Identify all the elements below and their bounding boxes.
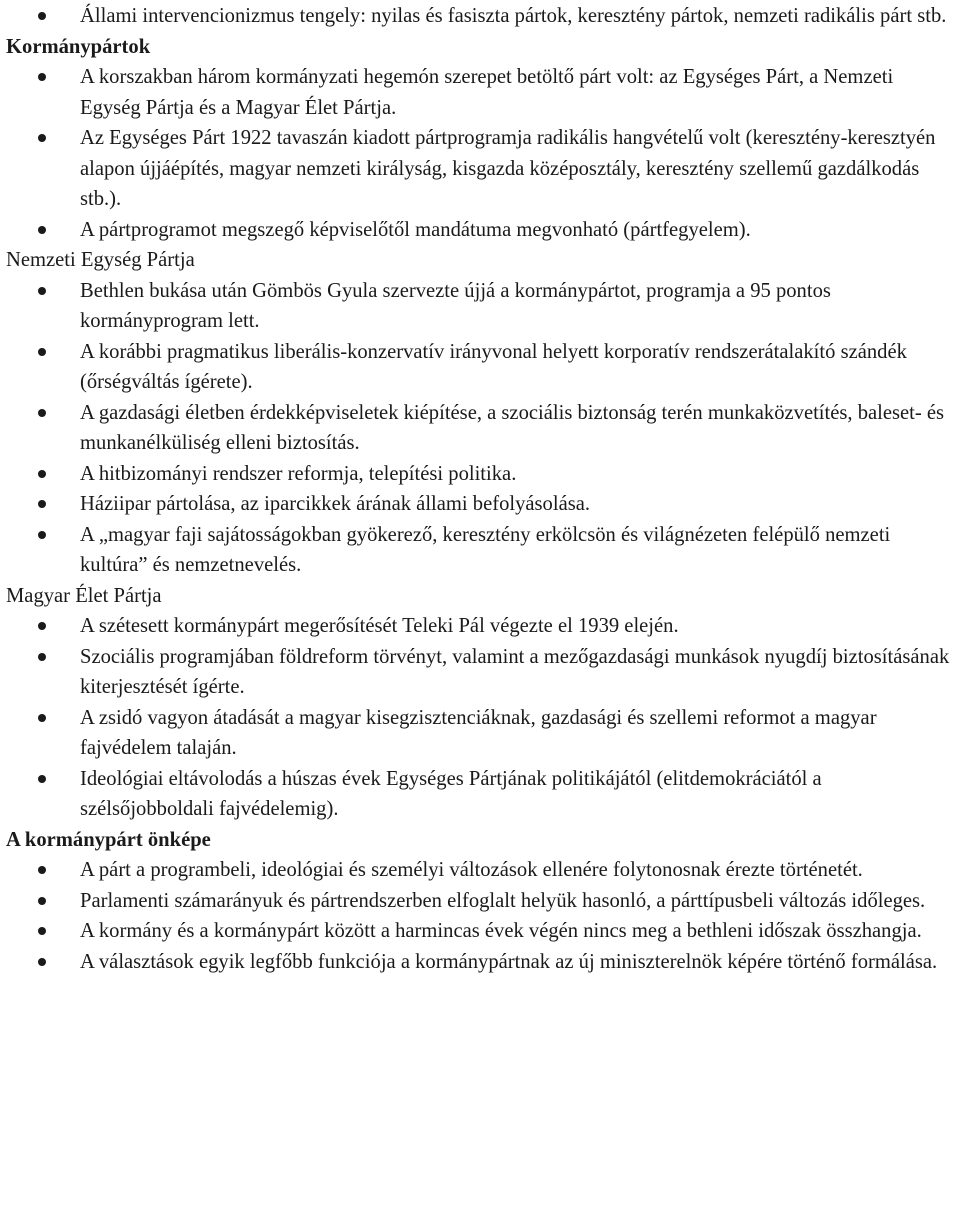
list-item: A választások egyik legfőbb funkciója a kormánypártnak az új miniszterelnök képére történő formálása.: [6, 947, 954, 978]
onkepe-list: [6, 855, 954, 977]
list-item: Az Egységes Párt 1922 tavaszán kiadott pártprogramja radikális hangvételű volt (keresztény-keresztyén alapon újjáépítés, magyar nemzeti királyság, kisgazda középosztály, keresztény szellemű gazdálkodás stb.).: [6, 123, 954, 215]
list-item: A hitbizományi rendszer reformja, telepítési politika.: [6, 459, 954, 490]
list-item: Parlamenti számarányuk és pártrendszerben elfoglalt helyük hasonló, a párttípusbeli változás időleges.: [6, 886, 954, 917]
list-item: A pártprogramot megszegő képviselőtől mandátuma megvonható (pártfegyelem).: [6, 215, 954, 246]
list-item: A kormány és a kormánypárt között a harmincas évek végén nincs meg a bethleni időszak összhangja.: [6, 916, 954, 947]
nemzeti-egyseg-list: [6, 276, 954, 581]
list-item: Háziipar pártolása, az iparcikkek árának állami befolyásolása.: [6, 489, 954, 520]
list-item: A „magyar faji sajátosságokban gyökerező, keresztény erkölcsön és világnézeten felépülő nemzeti kultúra” és nemzetnevelés.: [6, 520, 954, 581]
section-heading-magyar-elet-partja: Magyar Élet Pártja: [6, 584, 162, 607]
list-item: Bethlen bukása után Gömbös Gyula szervezte újjá a kormánypártot, programja a 95 pontos kormányprogram lett.: [6, 276, 954, 337]
list-item: Állami intervencionizmus tengely: nyilas és fasiszta pártok, keresztény pártok, nemzeti radikális párt stb.: [6, 1, 954, 32]
list-item: A gazdasági életben érdekképviseletek kiépítése, a szociális biztonság terén munkaközvetítés, baleset- és munkanélküliség elleni biztosítás.: [6, 398, 954, 459]
list-item: A korszakban három kormányzati hegemón szerepet betöltő párt volt: az Egységes Párt, a Nemzeti Egység Pártja és a Magyar Élet Pártja.: [6, 62, 954, 123]
list-item: A korábbi pragmatikus liberális-konzervatív irányvonal helyett korporatív rendszerátalakító szándék (őrségváltás ígérete).: [6, 337, 954, 398]
list-item: A szétesett kormánypárt megerősítését Teleki Pál végezte el 1939 elején.: [6, 611, 954, 642]
kormanypartok-list: [6, 62, 954, 245]
list-item: A párt a programbeli, ideológiai és személyi változások ellenére folytonosnak érezte történetét.: [6, 855, 954, 886]
intro-list: [6, 1, 954, 32]
magyar-elet-list: [6, 611, 954, 825]
section-heading-nemzeti-egyseg-partja: Nemzeti Egység Pártja: [6, 249, 195, 271]
list-item: Szociális programjában földreform törvényt, valamint a mezőgazdasági munkások nyugdíj biztosításának kiterjesztését ígérte.: [6, 642, 954, 703]
list-item: A zsidó vagyon átadását a magyar kisegzisztenciáknak, gazdasági és szellemi reformot a magyar fajvédelem talaján.: [6, 703, 954, 764]
section-heading-kormanypart-onkepe: A kormánypárt önképe: [6, 828, 211, 851]
section-heading-kormanypartok: Kormánypártok: [6, 35, 151, 58]
list-item: Ideológiai eltávolodás a húszas évek Egységes Pártjának politikájától (elitdemokráciától a szélsőjobboldali fajvédelemig).: [6, 764, 954, 825]
